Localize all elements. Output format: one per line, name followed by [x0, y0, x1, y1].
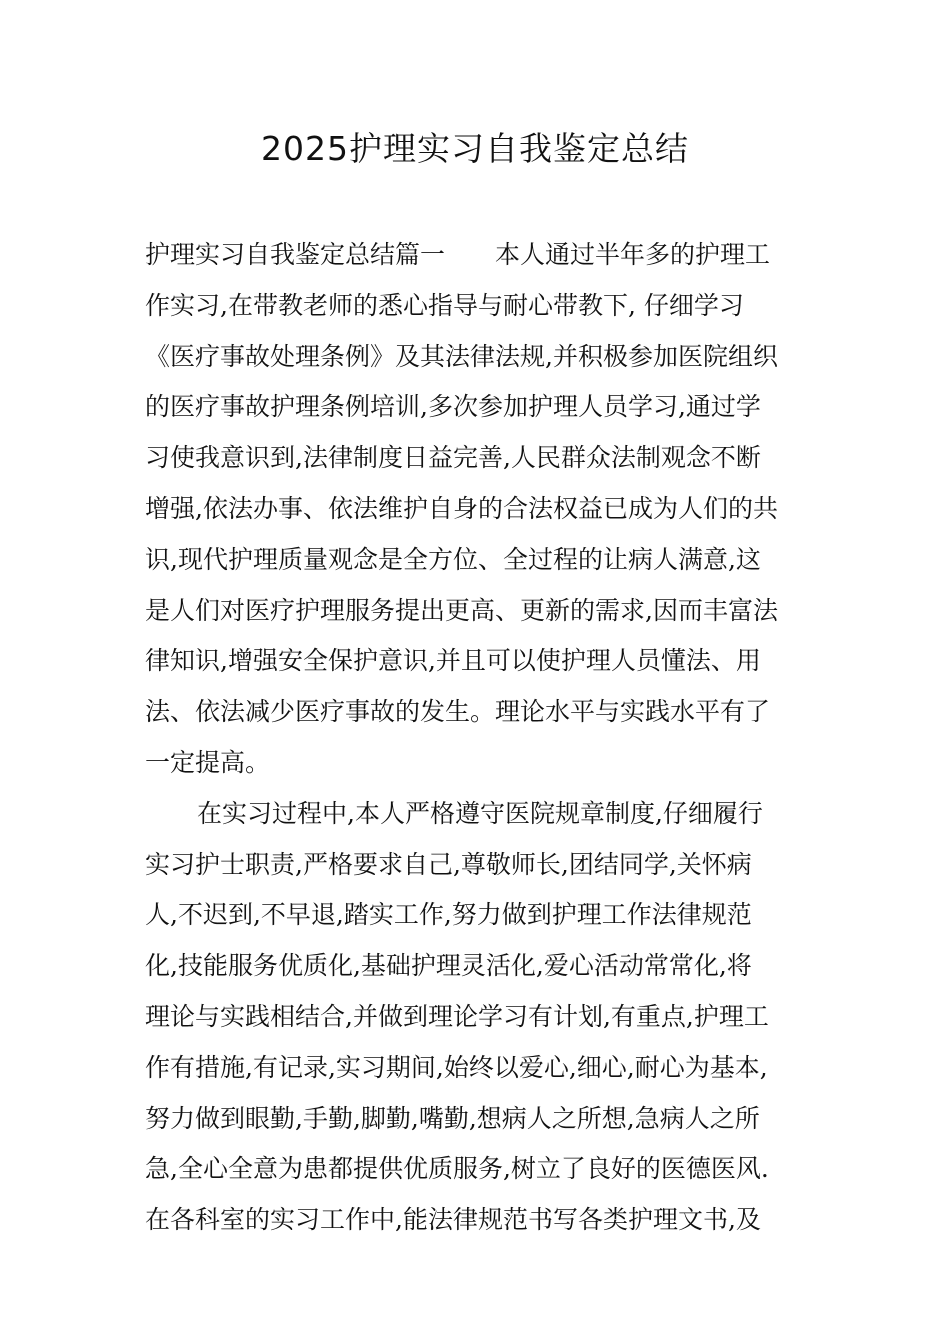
text-line: 是人们对医疗护理服务提出更高、更新的需求,因而丰富法 — [145, 595, 778, 625]
text-line: 化,技能服务优质化,基础护理灵活化,爱心活动常常化,将 — [145, 951, 752, 981]
text-line: 增强,依法办事、依法维护自身的合法权益已成为人们的共 — [145, 493, 778, 523]
text-line: 作有措施,有记录,实习期间,始终以爱心,细心,耐心为基本, — [145, 1052, 768, 1082]
text-line: 实习护士职责,严格要求自己,尊敬师长,团结同学,关怀病 — [145, 849, 752, 879]
text-line: 律知识,增强安全保护意识,并且可以使护理人员懂法、用 — [145, 646, 761, 676]
document-body — [145, 230, 815, 1246]
text-line: 理论与实践相结合,并做到理论学习有计划,有重点,护理工 — [145, 1001, 769, 1031]
text-line: 《医疗事故处理条例》及其法律法规,并积极参加医院组织 — [145, 341, 778, 371]
text-line: 作实习,在带教老师的悉心指导与耐心带教下, 仔细学习 — [145, 290, 744, 320]
text-line: 人,不迟到,不早退,踏实工作,努力做到护理工作法律规范 — [145, 900, 752, 930]
text-line: 护理实习自我鉴定总结篇一 本人通过半年多的护理工 — [145, 240, 771, 269]
document-title: 2025护理实习自我鉴定总结 — [261, 129, 689, 168]
paragraph-1 — [145, 230, 815, 789]
text-line: 的医疗事故护理条例培训,多次参加护理人员学习,通过学 — [145, 392, 761, 422]
text-line: 在各科室的实习工作中,能法律规范书写各类护理文书,及 — [145, 1205, 761, 1235]
text-line: 法、依法减少医疗事故的发生。理论水平与实践水平有了 — [145, 697, 771, 727]
text-line: 努力做到眼勤,手勤,脚勤,嘴勤,想病人之所想,急病人之所 — [145, 1103, 760, 1133]
paragraph-2 — [145, 789, 815, 1246]
text-line: 在实习过程中,本人严格遵守医院规章制度,仔细履行 — [197, 798, 763, 828]
text-line: 习使我意识到,法律制度日益完善,人民群众法制观念不断 — [145, 443, 761, 473]
text-line: 急,全心全意为患都提供优质服务,树立了良好的医德医风. — [145, 1154, 769, 1184]
text-line: 一定提高。 — [145, 747, 271, 777]
text-line: 识,现代护理质量观念是全方位、全过程的让病人满意,这 — [145, 544, 761, 574]
